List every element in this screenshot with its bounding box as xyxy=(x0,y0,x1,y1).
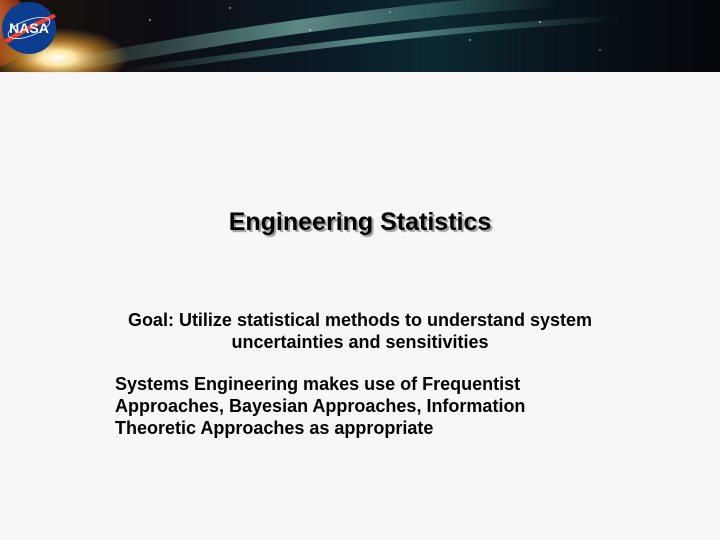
nasa-logo-text: NASA xyxy=(9,20,49,36)
slide-title: Engineering Statistics xyxy=(228,208,492,236)
header-banner xyxy=(0,0,720,72)
light-streak xyxy=(40,0,560,70)
space-backdrop xyxy=(0,0,720,72)
slide-body-text: Systems Engineering makes use of Frequentist Approaches, Bayesian Approaches, Information Theoretic Approaches as appropriate xyxy=(115,374,526,438)
slide-goal-text: Goal: Utilize statistical methods to understand system uncertainties and sensitivities xyxy=(127,310,593,352)
nasa-logo xyxy=(0,0,58,56)
